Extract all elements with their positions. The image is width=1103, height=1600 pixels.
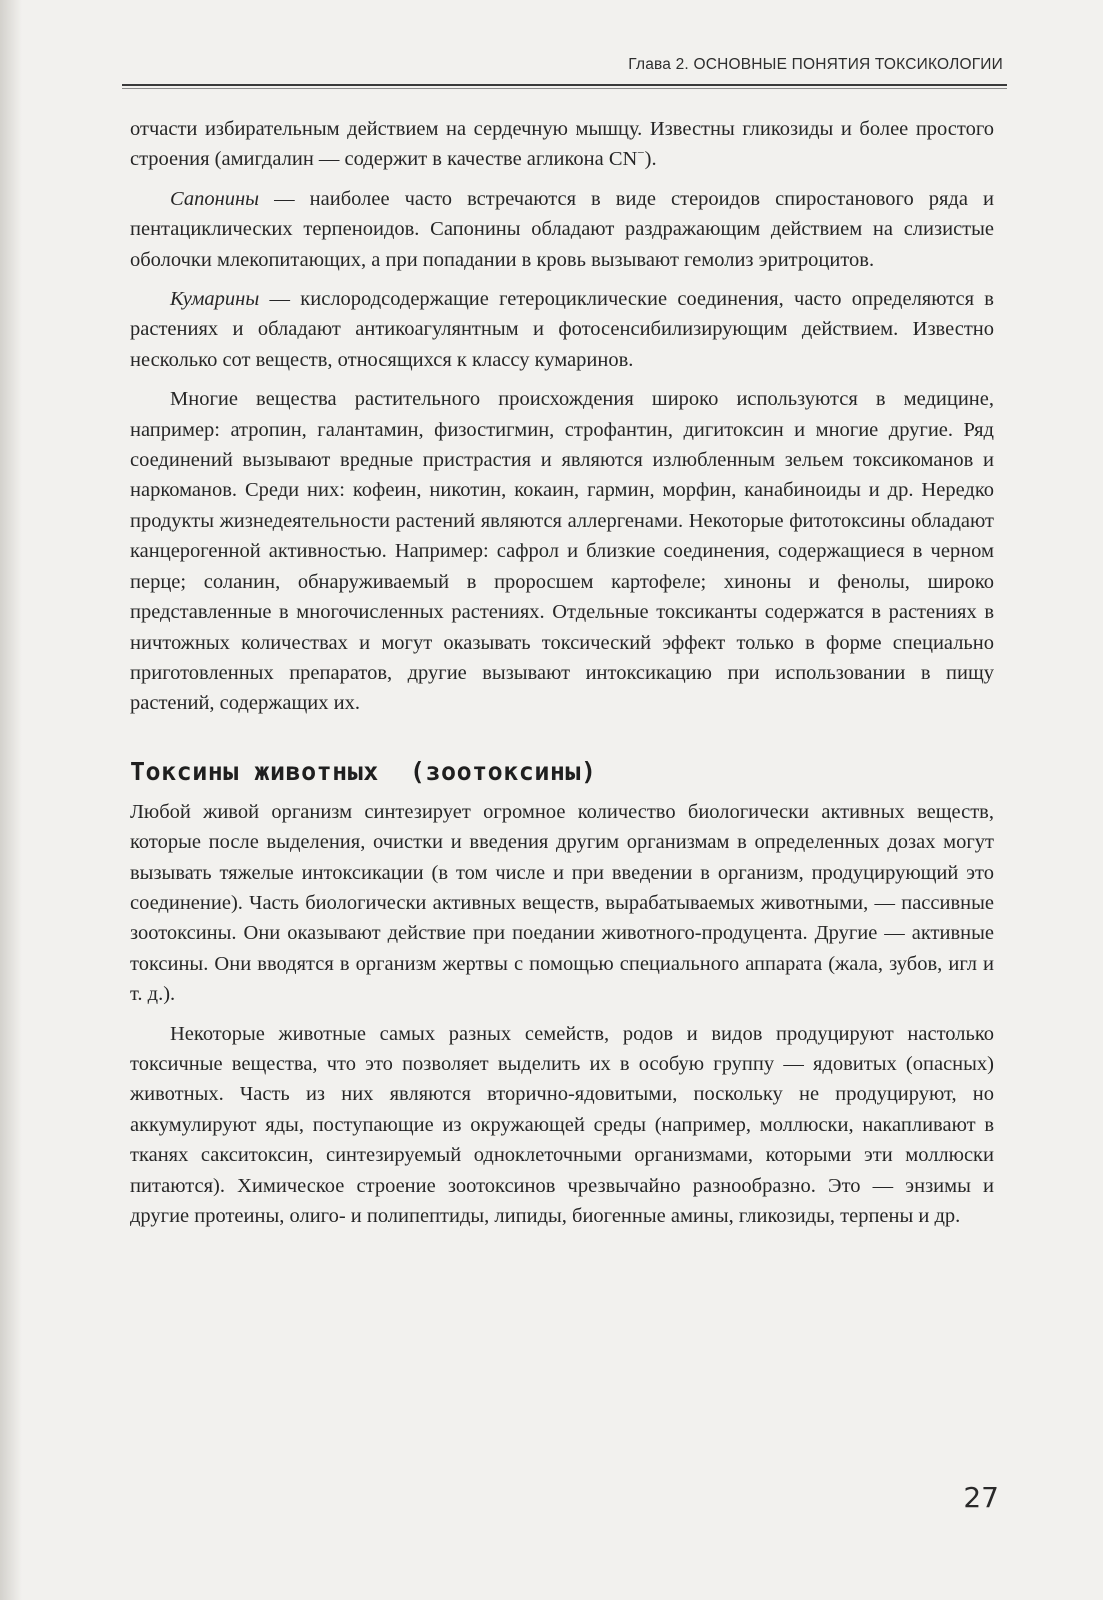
term-coumarins: Кумарины <box>170 288 260 311</box>
paragraph-coumarins <box>130 284 994 375</box>
header-rule <box>122 84 1007 90</box>
term-saponins: Сапонины <box>170 187 260 210</box>
paragraph-text: отчасти избирательным действием на сердечную мышцу. Известны гликозиды и более простого строения (амигдалин — содержит в качестве агликона CN <box>130 118 994 171</box>
paragraph-text: — наиболее часто встречаются в виде стероидов спиростанового ряда и пентациклических терпеноидов. Сапонины обладают раздражающим действием на слизистые оболочки млекопитающих, а при попадании в кровь вызывают гемолиз эритроцитов. <box>130 187 994 271</box>
section-heading-zootoxins: Токсины животных (зоотоксины) <box>130 756 597 786</box>
page-body <box>130 114 994 1240</box>
paragraph-glycosides-end <box>130 114 994 175</box>
paragraph-plant-substances: Многие вещества растительного происхождения широко используются в медицине, например: атропин, галантамин, физостигмин, строфантин, дигитоксин и многие другие. Ряд соединений вызывают вредные пристрастия и являются излюбленным зельем токсикоманов и наркоманов. Среди них: кофеин, никотин, кокаин, гармин, морфин, канабиноиды и др. Нередко продукты жизнедеятельности растений являются аллергенами. Некоторые фитотоксины обладают канцерогенной активностью. Например: сафрол и близкие соединения, содержащиеся в черном перце; соланин, обнаруживаемый в проросшем картофеле; хиноны и фенолы, широко представленные в многочисленных растениях. Отдельные токсиканты содержатся в растениях в ничтожных количествах и могут оказывать токсический эффект только в форме специально приготовленных препаратов, другие вызывают интоксикацию при использовании в пищу растений, содержащих их. <box>130 388 994 715</box>
superscript-charge: − <box>637 145 645 161</box>
paragraph-venomous-animals: Некоторые животные самых разных семейств, родов и видов продуцируют настолько токсичные вещества, что это позволяет выделить их в особую группу — ядовитых (опасных) животных. Часть из них являются вторично-ядовитыми, поскольку не продуцируют, но аккумулируют яды, поступающие из окружающей среды (например, моллюски, накапливают в тканях сакситоксин, синтезируемый одноклеточными организмами, которыми эти моллюски питаются). Химическое строение зоотоксинов чрезвычайно разнообразно. Это — энзимы и другие протеины, олиго- и полипептиды, липиды, биогенные амины, гликозиды, терпены и др. <box>130 1022 994 1227</box>
paragraph-saponins <box>130 184 994 275</box>
paragraph-living-organisms: Любой живой организм синтезирует огромное количество биологически активных веществ, которые после выделения, очистки и введения другим организмам в определенных дозах могут вызывать тяжелые интоксикации (в том числе и при введении в организм, продуцирующий это соединение). Часть биологически активных веществ, вырабатываемых животными, — пассивные зоотоксины. Они оказывают действие при поедании животного-продуцента. Другие — активные токсины. Они вводятся в организм жертвы с помощью специального аппарата (жала, зубов, игл и т. д.). <box>130 800 994 1006</box>
page-edge-shadow <box>0 0 22 1600</box>
running-header: Глава 2. ОСНОВНЫЕ ПОНЯТИЯ ТОКСИКОЛОГИИ <box>628 56 1003 73</box>
paragraph-text: ). <box>644 148 657 171</box>
paragraph-text: — кислородсодержащие гетероциклические соединения, часто определяются в растениях и обладают антикоагулянтным и фотосенсибилизирующим действием. Известно несколько сот веществ, относящихся к классу кумаринов. <box>130 288 994 371</box>
page-number: 27 <box>963 1481 999 1514</box>
